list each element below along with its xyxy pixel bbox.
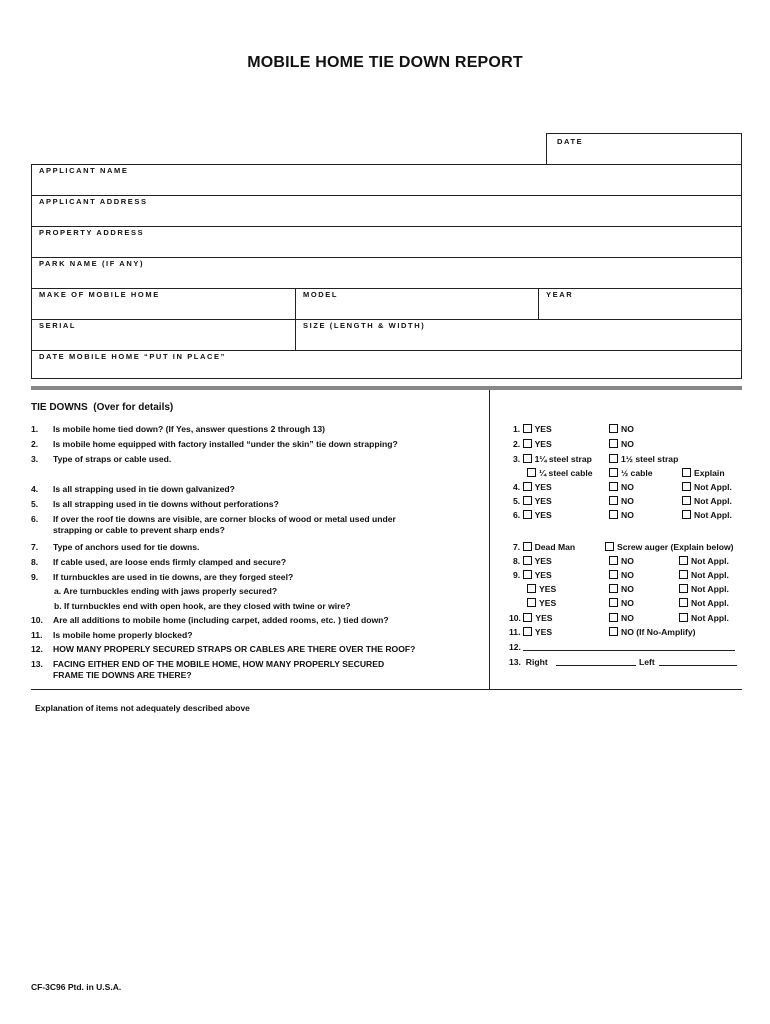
- applicant-name-field[interactable]: [32, 165, 741, 195]
- checkbox[interactable]: [609, 570, 618, 579]
- checkbox[interactable]: [682, 510, 691, 519]
- checkbox[interactable]: [679, 613, 688, 622]
- answer-9-no[interactable]: NO: [609, 570, 634, 580]
- answer-13-right-line[interactable]: [556, 665, 636, 666]
- answer-6-no[interactable]: NO: [609, 510, 634, 520]
- year-label: YEAR: [546, 290, 574, 299]
- checkbox[interactable]: [609, 468, 618, 477]
- answer-6-not-appl[interactable]: Not Appl.: [682, 510, 732, 520]
- section-separator: [31, 386, 742, 390]
- answer-5-not-appl[interactable]: Not Appl.: [682, 496, 732, 506]
- checkbox[interactable]: [609, 439, 618, 448]
- page-title: MOBILE HOME TIE DOWN REPORT: [247, 54, 523, 71]
- checkbox[interactable]: [523, 510, 532, 519]
- checkbox[interactable]: [679, 570, 688, 579]
- section-heading-text: TIE DOWNS: [31, 402, 88, 413]
- answer-13-left-line[interactable]: [659, 665, 737, 666]
- answer-8-yes[interactable]: 8. YES: [513, 556, 552, 566]
- answer-9b-no[interactable]: NO: [609, 598, 634, 608]
- answer-2-yes[interactable]: 2. YES: [513, 439, 552, 449]
- checkbox[interactable]: [682, 482, 691, 491]
- checkbox[interactable]: [609, 482, 618, 491]
- property-address-label: PROPERTY ADDRESS: [39, 228, 145, 237]
- column-divider: [489, 390, 490, 690]
- checkbox[interactable]: [523, 627, 532, 636]
- applicant-name-label: APPLICANT NAME: [39, 166, 129, 175]
- explanation-label: Explanation of items not adequately described above: [35, 703, 250, 713]
- checkbox[interactable]: [609, 454, 618, 463]
- checkbox[interactable]: [609, 627, 618, 636]
- answer-9-yes[interactable]: 9. YES: [513, 570, 552, 580]
- form-footer: CF-3C96 Ptd. in U.S.A.: [31, 982, 122, 992]
- answer-10-yes[interactable]: 10. YES: [509, 613, 553, 623]
- checkbox[interactable]: [527, 468, 536, 477]
- explanation-area[interactable]: [31, 716, 742, 966]
- checkbox[interactable]: [609, 613, 618, 622]
- answer-10-not-appl[interactable]: Not Appl.: [679, 613, 729, 623]
- answer-9a-not-appl[interactable]: Not Appl.: [679, 584, 729, 594]
- checkbox[interactable]: [527, 584, 536, 593]
- checkbox[interactable]: [523, 439, 532, 448]
- answer-11-yes[interactable]: 11. YES: [509, 627, 553, 637]
- answer-5-no[interactable]: NO: [609, 496, 634, 506]
- serial-label: SERIAL: [39, 321, 77, 330]
- answer-4-no[interactable]: NO: [609, 482, 634, 492]
- park-name-label: PARK NAME (IF ANY): [39, 259, 145, 268]
- checkbox[interactable]: [609, 424, 618, 433]
- answer-9-not-appl[interactable]: Not Appl.: [679, 570, 729, 580]
- answer-13-left-label: Left: [639, 657, 655, 667]
- answer-11-no[interactable]: NO (If No-Amplify): [609, 627, 695, 637]
- answer-10-no[interactable]: NO: [609, 613, 634, 623]
- checkbox[interactable]: [609, 584, 618, 593]
- applicant-address-label: APPLICANT ADDRESS: [39, 197, 148, 206]
- section-heading-note: (Over for details): [93, 402, 174, 413]
- checkbox[interactable]: [682, 468, 691, 477]
- checkbox[interactable]: [523, 454, 532, 463]
- answer-9a-no[interactable]: NO: [609, 584, 634, 594]
- answer-1-no[interactable]: NO: [609, 424, 634, 434]
- answer-4-yes[interactable]: 4. YES: [513, 482, 552, 492]
- section-heading: [31, 402, 173, 413]
- answer-3-strap-114[interactable]: 3. 1¼ steel strap: [513, 454, 592, 464]
- checkbox[interactable]: [682, 496, 691, 505]
- checkbox[interactable]: [679, 584, 688, 593]
- answer-2-no[interactable]: NO: [609, 439, 634, 449]
- checkbox[interactable]: [523, 542, 532, 551]
- answer-8-no[interactable]: NO: [609, 556, 634, 566]
- size-label: SIZE (LENGTH & WIDTH): [303, 321, 426, 330]
- answer-12-label: 12.: [509, 642, 521, 652]
- checkbox[interactable]: [609, 496, 618, 505]
- checkbox[interactable]: [523, 496, 532, 505]
- checkbox[interactable]: [523, 613, 532, 622]
- checkbox[interactable]: [523, 556, 532, 565]
- checkbox[interactable]: [605, 542, 614, 551]
- answer-13-right-label: 13. Right: [509, 657, 548, 667]
- answer-1-yes[interactable]: 1. YES: [513, 424, 552, 434]
- answer-4-not-appl[interactable]: Not Appl.: [682, 482, 732, 492]
- answer-5-yes[interactable]: 5. YES: [513, 496, 552, 506]
- date-put-in-place-label: DATE MOBILE HOME “PUT IN PLACE”: [39, 352, 226, 361]
- model-label: MODEL: [303, 290, 339, 299]
- checkbox[interactable]: [679, 556, 688, 565]
- answer-7-screw-auger[interactable]: Screw auger (Explain below): [605, 542, 734, 552]
- answer-3-cable-12[interactable]: ½ cable: [609, 468, 653, 478]
- checkbox[interactable]: [609, 598, 618, 607]
- checkbox[interactable]: [523, 482, 532, 491]
- checkbox[interactable]: [523, 424, 532, 433]
- checkbox[interactable]: [679, 598, 688, 607]
- date-label: DATE: [557, 137, 584, 146]
- checkbox[interactable]: [527, 598, 536, 607]
- answer-3-explain[interactable]: Explain: [682, 468, 725, 478]
- answer-9b-yes[interactable]: YES: [527, 598, 556, 608]
- answer-6-yes[interactable]: 6. YES: [513, 510, 552, 520]
- make-label: MAKE OF MOBILE HOME: [39, 290, 160, 299]
- answer-9b-not-appl[interactable]: Not Appl.: [679, 598, 729, 608]
- checkbox[interactable]: [609, 556, 618, 565]
- checkbox[interactable]: [609, 510, 618, 519]
- answer-3-cable-14[interactable]: ¼ steel cable: [527, 468, 593, 478]
- answer-7-dead-man[interactable]: 7. Dead Man: [513, 542, 576, 552]
- answer-3-strap-112[interactable]: 1½ steel strap: [609, 454, 678, 464]
- answer-12-line[interactable]: [523, 650, 735, 651]
- answer-9a-yes[interactable]: YES: [527, 584, 556, 594]
- answer-8-not-appl[interactable]: Not Appl.: [679, 556, 729, 566]
- checkbox[interactable]: [523, 570, 532, 579]
